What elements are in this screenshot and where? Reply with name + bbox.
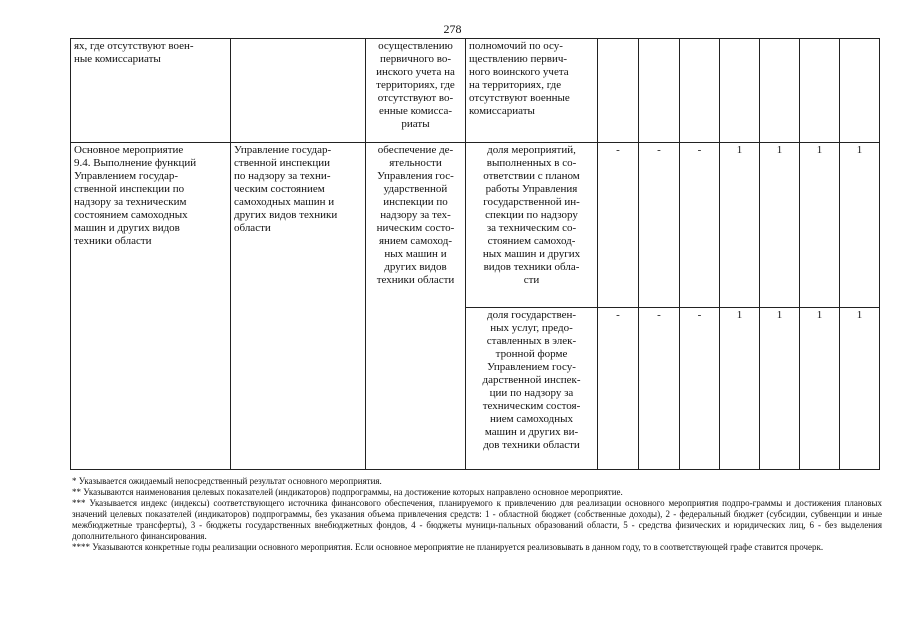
cell-ind2-year-7: 1 [840, 308, 880, 470]
cell-year-1 [598, 39, 639, 143]
cell-result-main: обеспечение де- ятельности Управления гос- ударственной инспекции по надзору за тех- ническим состо- янием самоход- ных машин и других видов техники области [366, 143, 466, 470]
cell-indicator-continued: полномочий по осу- ществлению первич- ного воинского учета на территориях, где отсутствуют военные комиссариаты [466, 39, 598, 143]
page-number: 278 [443, 22, 462, 36]
footnote-4: **** Указываются конкретные годы реализации основного мероприятия. Если основное мероприятие не планируется реализовывать в данном году, то в соответствующей графе ставится прочерк. [72, 542, 824, 552]
cell-year-6 [800, 39, 840, 143]
cell-ind1-year-5: 1 [760, 143, 800, 308]
cell-year-2 [639, 39, 680, 143]
cell-indicator-2: доля государствен- ных услуг, предо- ставленных в элек- тронной форме Управлением госу- дарственной инспек- ции по надзору за техническим состоя- нием самоходных машин и других ви- дов техники области [466, 308, 598, 470]
cell-year-7 [840, 39, 880, 143]
cell-indicator-1: доля мероприятий, выполненных в со- ответствии с планом работы Управления государственной ин- спекции по надзору за техническим со- стоянием самоход- ных машин и других видов техники обла- сти [466, 143, 598, 308]
table-row-continued [71, 39, 880, 143]
cell-ind1-year-1: - [598, 143, 639, 308]
cell-year-3 [680, 39, 720, 143]
cell-ind2-year-3: - [680, 308, 720, 470]
cell-ind1-year-2: - [639, 143, 680, 308]
cell-ind1-year-4: 1 [720, 143, 760, 308]
cell-ind2-year-5: 1 [760, 308, 800, 470]
cell-ind2-year-1: - [598, 308, 639, 470]
cell-year-4 [720, 39, 760, 143]
table-row-main-indicator-1 [71, 143, 880, 308]
cell-ind2-year-4: 1 [720, 308, 760, 470]
cell-executor-continued [231, 39, 366, 143]
footnotes [72, 476, 882, 553]
cell-event-continued: ях, где отсутствуют воен- ные комиссариаты [71, 39, 231, 143]
cell-year-5 [760, 39, 800, 143]
program-events-table [70, 38, 880, 470]
cell-ind2-year-2: - [639, 308, 680, 470]
cell-executor-main: Управление государ- ственной инспекции по надзору за техни- ческим состоянием самоходных машин и других видов техники области [231, 143, 366, 470]
footnote-2: ** Указываются наименования целевых показателей (индикаторов) подпрограммы, на достижение которых направлено основное мероприятие. [72, 487, 623, 497]
cell-event-main: Основное мероприятие 9.4. Выполнение функций Управлением государ- ственной инспекции по надзору за техническим состоянием самоходных машин и других видов техники области [71, 143, 231, 470]
footnote-1: * Указывается ожидаемый непосредственный результат основного мероприятия. [72, 476, 382, 486]
cell-ind1-year-3: - [680, 143, 720, 308]
cell-ind1-year-7: 1 [840, 143, 880, 308]
footnote-3: *** Указывается индекс (индексы) соответствующего источника финансового обеспечения, планируемого к привлечению для реализации основного мероприятия подпро-граммы и достижения плановых значений целевых показателей (индикаторов) подпрограммы, без указания объема привлечения средств: 1 - областной бюджет (собственные доходы), 2 - федеральный бюджет (субсидии, субвенции и иные межбюджетные трансферты), 3 - бюджеты государственных внебюджетных фондов, 4 - бюджеты муници-пальных образований области, 5 - средства физических и юридических лиц, 6 - без выделения дополнительного финансирования. [72, 498, 882, 541]
cell-result-continued: осуществлению первичного во- инского учета на территориях, где отсутствуют во- енные комисса- риаты [366, 39, 466, 143]
cell-ind1-year-6: 1 [800, 143, 840, 308]
cell-ind2-year-6: 1 [800, 308, 840, 470]
